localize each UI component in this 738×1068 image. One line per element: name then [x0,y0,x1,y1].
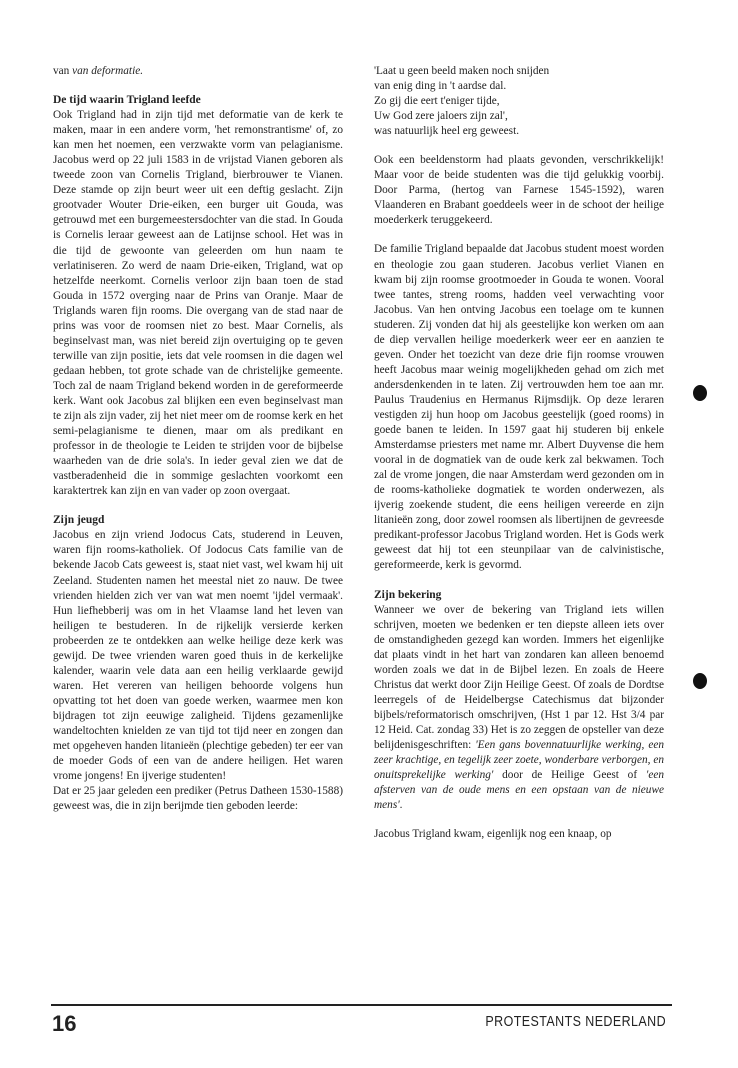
bekering-text-b: door de Heilige Geest of [493,769,646,782]
poem-line: van enig ding in 't aardse dal. [374,80,507,93]
paragraph-jeugd: Jacobus en zijn vriend Jodocus Cats, studerend in Leuven, waren fijn rooms-katholiek. Of Jodocus Cats familie van de bekende Jacob Cats geweest is, staat niet vast, wel kwam hij uit Zeeland. Studenten namen het meestal niet zo nauw. De twee vrienden hielden zich ver van wat men noemt 'ijdel vermaak'. Hun liefhebberij was om in het Vlaamse land het leven van heiligen te bestuderen. In de rijkelijk versierde kerken probeerden ze te ontdekken aan welke heilige deze kerk was gewijd. De twee vrienden waren goed thuis in de kerkelijke kalender, waarin vele data aan een heilig verklaarde gewijd waren. Het vereren van heiligen behoorde volgens hun opvatting tot het doen van goede werken, waarmee men kon bijdragen tot zijn eeuwige zaligheid. Tijdens gezamenlijke wandeltochten knielden ze van tijd tot tijd neer en zongen dan met opgeheven handen litanieën (plechtige gebeden) ter eer van de moeder Gods of een van de andere heiligen. Het waren vrome jongens! En ijverige studenten! [53,529,343,783]
punch-hole [693,385,707,401]
paragraph-knaap: Jacobus Trigland kwam, eigenlijk nog een knaap, op [374,828,612,841]
bekering-text-a: Wanneer we over de bekering van Trigland iets willen schrijven, moeten we bedenken er ten diepste alleen iets over de omstandigheden gezegd kan worden. Immers het eigenlijke dat plaats vindt in het hart van zondaren kan alleen benoemd worden zoals we dat in de Bijbel lezen. En zoals de Heere Christus dat werkt door Zijn Heilige Geest. Of zoals de Dordtse leerregels of de Heidelbergse Catechismus dat bijzonder bijbels/reformatorisch omschrijven, (Hst 1 par 12. Hst 3/4 par 12 Heid. Cat. zondag 33) Het is zo zeggen de opsteller van deze belijdenisgeschriften: [374,603,664,751]
publication-name: PROTESTANTS NEDERLAND [485,1014,666,1030]
paragraph-familie: De familie Trigland bepaalde dat Jacobus student moest worden en theologie zou gaan studeren. Jacobus verliet Vianen en kwam bij zijn roomse grootmoeder in Gouda te wonen. Vooral twee tantes, streng rooms, hadden veel verwachting voor Jacobus. Van hen ontving Jacobus een toelage om te kunnen studeren. Zij vonden dat hij als geestelijke kon werken om aan de diep vervallen heilige moederkerk weer eer en aanzien te geven. Onder het toezicht van deze drie fijn roomse vrouwen heeft Jacobus maar weinig mogelijkheden gehad om zich met andersdenkenden in te laten. Zij vertrouwden hem toe aan mr. Paulus Traudenius en Hermanus Rijmsdijk. Op deze leraren vestigden zij hun hoop om Jacobus geestelijk (goed rooms) in goede banen te leiden. In 1597 gaat hij studeren bij enkele Amsterdamse priesters met name mr. Albert Duyvense die hem vooral in de dogmatiek van de oude kerk zal bekwamen. Toch zal de vrome jongen, die naar Amsterdam werd gezonden om in de rooms-katholieke dogmatiek te worden onderwezen, als ijverig zoekende student, die eens heiligen vereerde en zijn litanieën zong, door zowel roomsen als libertijnen de gevreesde predikant-professor Jacobus Trigland worden. Het is Gods werk geweest dat hij tot een steunpilaar van de calvinistische, gereformeerde, kerk is gevormd. [374,243,664,572]
bekering-quote-a: 'Een gans bovennatuurlijke werking, een zeer krachtige, en tegelijk zeer zoete, wonderbare verborgen, en onuitsprekelijke werking' [374,738,664,782]
section-heading-bekering: Zijn bekering [374,588,442,601]
bekering-quote-b: 'een afsterven van de oude mens en een opstaan van de nieuwe mens' [374,769,664,812]
poem-line: Zo gij die eert t'eniger tijde, [374,95,500,108]
right-column [374,64,664,842]
paragraph-datheen: Dat er 25 jaar geleden een prediker (Petrus Datheen 1530-1588) geweest was, die in zijn berijmde tien geboden leerde: [53,785,343,813]
paragraph-tijd: Ook Trigland had in zijn tijd met deformatie van de kerk te maken, maar in een andere vorm, 'het remonstrantisme' of, zo kan men het noemen, een verzwakte vorm van pelagianisme. Jacobus werd op 22 juli 1583 in de vrijstad Vianen geboren als tweede zoon van Cornelis Trigland, bierbrouwer te Vianen. Deze stamde op zijn beurt weer uit een deftig geslacht. Zijn grootvader Wouter Drie-eiken, een burger uit Gouda, was getrouwd met een burgemeestersdochter van die stad. In Gouda is Cornelis leraar geweest aan de Latijnse school. Het was in die tijd de gewoonte van geleerden om hun naam te verlatiniseren. Zo werd de naam Drie-eiken, Trigland, wat op hetzelfde neerkomt. Cornelis verloor zijn baan toen de stad Gouda in 1572 overging naar de Prins van Oranje. Maar de Triglands waren fijn rooms. Die overgang van de stad naar de prins was voor de roomsen niet zo best. Maar Cornelis, als beginselvast man, was niet bereid zijn overtuiging op te geven terwille van zijn positie, iets dat vele roomsen in die dagen wel gedaan hebben, tot grote schade van de christelijke gemeente. Toch zal de naam Trigland bekend worden in de gereformeerde kerk. Want ook Jacobus zal blijken een even beginselvast man te zijn als zijn vader, zij het niet meer om de roomse kerk en het semi-pelagianisme te dienen, maar om als predikant en professor in de theologie te Leiden te strijden voor de bijbelse waarheden van de drie sola's. In ieder geval zien we dat de vastberadenheid die in sommige geslachten voorkomt een karaktertrek kan zijn en van vader op zoon overgaat. [53,109,343,498]
paragraph-beeldenstorm: Ook een beeldenstorm had plaats gevonden, verschrikkelijk! Maar voor de beide studenten was die tijd gelukkig voorbij. Door Parma, (hertog van Farnese 1545-1592), waren Vlaanderen en Brabant goeddeels weer in de schoot der heilige moederkerk teruggekeerd. [374,154,664,227]
page-number: 16 [52,1011,77,1036]
section-heading-jeugd: Zijn jeugd [53,514,105,527]
intro-prefix: van [53,65,73,77]
punch-hole [693,673,707,689]
poem-line: Uw God zere jaloers zijn zal', [374,110,508,123]
bekering-text-c: . [399,799,403,812]
section-heading-tijd: De tijd waarin Trigland leefde [53,94,201,107]
footer-rule [51,1004,672,1006]
intro-text: van deformatie. [72,65,144,77]
poem-line: was natuurlijk heel erg geweest. [374,125,520,138]
poem-quote [374,64,664,139]
left-column [53,64,343,828]
paragraph-bekering [374,603,664,814]
intro-line [53,64,343,79]
poem-line: 'Laat u geen beeld maken noch snijden [374,65,550,77]
